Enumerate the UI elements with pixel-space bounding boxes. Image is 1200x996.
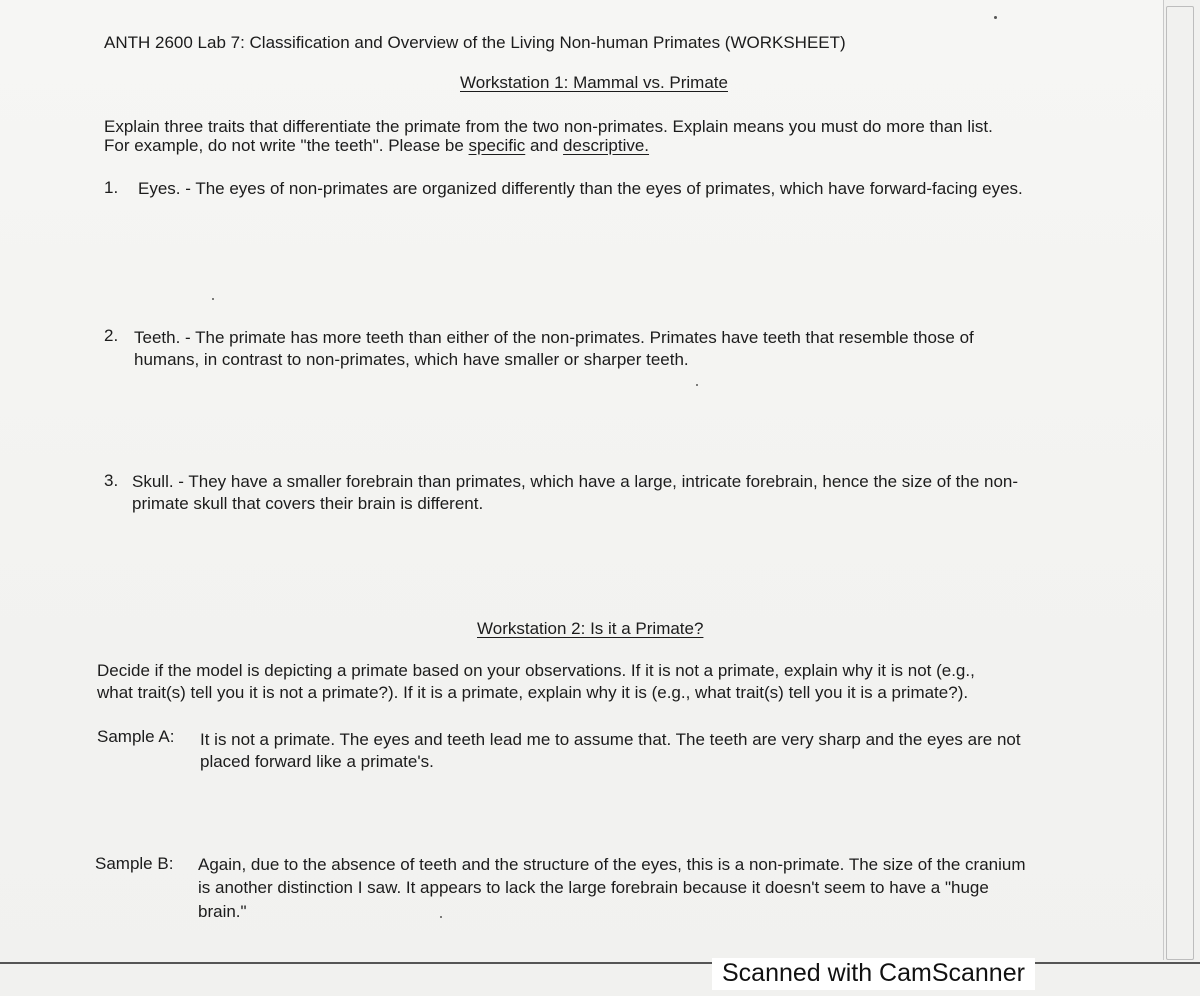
sample-b-line-2: is another distinction I saw. It appears to lack the large forebrain because it doesn't seem to have a "huge	[198, 878, 989, 897]
sample-b-line-3: brain."	[198, 902, 247, 921]
sample-a-line-1: It is not a primate. The eyes and teeth lead me to assume that. The teeth are very sharp and the eyes are not	[200, 730, 1021, 749]
workstation-2-instructions-line-2: what trait(s) tell you it is not a primate?). If it is a primate, explain why it is (e.g., what trait(s) tell you it is a primate?).	[97, 683, 969, 702]
answer-2-number: 2.	[104, 326, 119, 345]
instructions-specific: specific	[468, 136, 526, 155]
answer-1-line-1: Eyes. - The eyes of non-primates are organized differently than the eyes of primates, which have forward-facing eyes.	[138, 179, 1023, 198]
instructions-and: and	[525, 136, 564, 155]
sample-a-label: Sample A:	[97, 727, 175, 746]
camscanner-watermark: Scanned with CamScanner	[712, 958, 1035, 990]
sample-b-line-1: Again, due to the absence of teeth and the structure of the eyes, this is a non-primate. The size of the cranium	[198, 855, 1026, 874]
answer-3-number: 3.	[104, 471, 119, 490]
scan-speck	[994, 16, 997, 19]
answer-3-line-2: primate skull that covers their brain is different.	[132, 494, 484, 513]
answer-3-line-1: Skull. - They have a smaller forebrain than primates, which have a large, intricate forebrain, hence the size of the non-	[132, 472, 1019, 491]
scan-speck	[696, 384, 698, 386]
sample-b-label: Sample B:	[95, 854, 174, 873]
answer-1-number: 1.	[104, 178, 119, 197]
answer-2-line-2: humans, in contrast to non-primates, which have smaller or sharper teeth.	[134, 350, 689, 369]
workstation-1-instructions-line-2	[104, 135, 649, 157]
scan-speck	[212, 298, 214, 300]
answer-2-line-1: Teeth. - The primate has more teeth than either of the non-primates. Primates have teeth that resemble those of	[134, 328, 974, 347]
page-edge	[1163, 0, 1200, 960]
workstation-2-instructions-line-1: Decide if the model is depicting a primate based on your observations. If it is not a primate, explain why it is not (e.g.,	[97, 661, 975, 680]
worksheet-title: ANTH 2600 Lab 7: Classification and Overview of the Living Non-human Primates (WORKSHEET)	[104, 33, 846, 52]
scan-speck	[440, 916, 442, 918]
sample-a-line-2: placed forward like a primate's.	[200, 752, 434, 771]
workstation-2-heading: Workstation 2: Is it a Primate?	[477, 619, 704, 638]
workstation-1-instructions-line-1: Explain three traits that differentiate the primate from the two non-primates. Explain means you must do more than list.	[104, 117, 993, 136]
instructions-prefix: For example, do not write "the teeth". Please be	[104, 136, 469, 155]
page-edge-border	[1166, 6, 1194, 960]
instructions-descriptive: descriptive.	[563, 136, 650, 155]
workstation-1-heading: Workstation 1: Mammal vs. Primate	[460, 73, 728, 92]
